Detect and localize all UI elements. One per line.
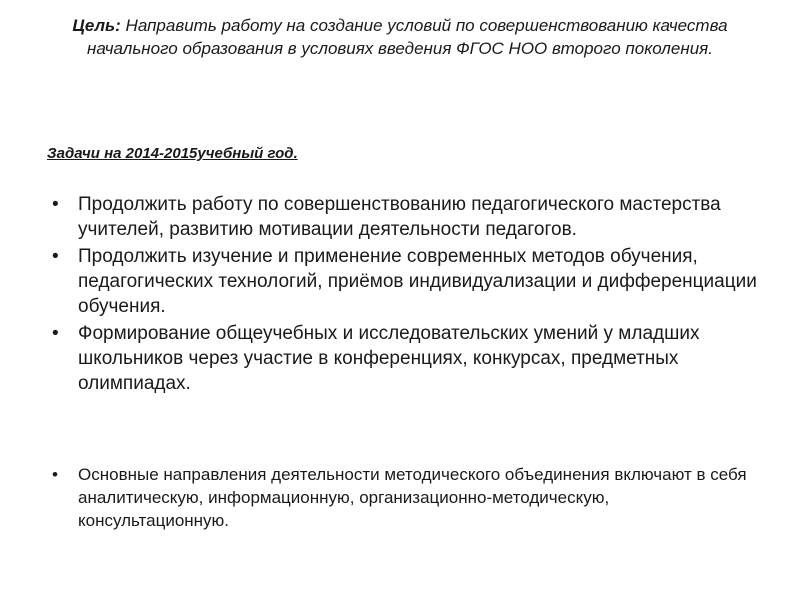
task-item (50, 192, 760, 242)
goal-text: Направить работу на создание условий по совершенствованию качества начального образования в условиях введения ФГОС НОО второго поколения. (87, 16, 728, 58)
bullet-icon: • (52, 246, 59, 267)
task-item (50, 244, 760, 319)
directions-text: Основные направления деятельности методического объединения включают в себя аналитическую, информационную, организационно-методическую, консультационную. (78, 465, 747, 530)
tasks-heading: Задачи на 2014-2015учебный год. (47, 145, 298, 162)
goal-label: Цель: (72, 16, 121, 35)
task-item (50, 321, 760, 396)
directions-list (50, 463, 760, 532)
task-text: Продолжить изучение и применение современных методов обучения, педагогических технологий, приёмов индивидуализации и дифференциации обучения. (78, 246, 757, 317)
task-text: Формирование общеучебных и исследовательских умений у младших школьников через участие в конференциях, конкурсах, предметных олимпиадах. (78, 323, 700, 394)
bullet-icon: • (52, 194, 59, 215)
tasks-list (50, 192, 760, 396)
task-text: Продолжить работу по совершенствованию педагогического мастерства учителей, развитию мотивации деятельности педагогов. (78, 194, 721, 240)
directions-item (50, 463, 760, 532)
goal-statement (40, 14, 760, 60)
bullet-icon: • (52, 465, 58, 484)
bullet-icon: • (52, 323, 59, 344)
